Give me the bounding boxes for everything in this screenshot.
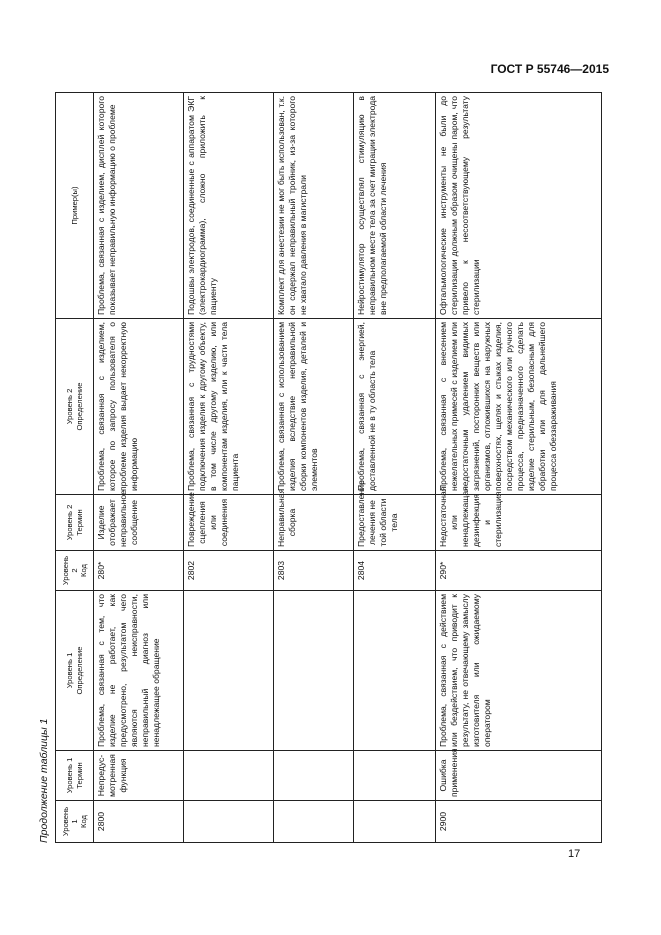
level1-definition-cell: Проблема, связанная с действием или бездействием, что приводит к результату, не отвечающему замыслу изготовителя или ожидаемому оператором (436, 591, 602, 751)
rotated-table-area (38, 83, 586, 843)
examples-cell: Комплект для анестезии не мог быть использован, т.к. он содержал неправильный тройник, из-за которого не хватало давления в магистрали (274, 93, 354, 319)
table-row (354, 93, 436, 843)
classification-table (55, 92, 602, 843)
header-examples: Пример(ы) (56, 93, 94, 319)
table-header-row (56, 93, 94, 843)
table-continuation-label: Продолжение таблицы 1 (38, 718, 50, 843)
level2-term-cell: Повреждение сцепления или соединения (184, 495, 274, 551)
level2-term-cell: Предоставление лечения не той области тела (354, 495, 436, 551)
header-level1-definition: Уровень 1 Определение (56, 591, 94, 751)
empty-cell (184, 591, 274, 751)
level2-definition-cell: Проблема, связанная с трудностями подключения изделия к другому объекту, в том числе другому изделию, или компонентам изделия, или к части тела пациента (184, 319, 274, 495)
examples-cell: Подошвы электродов, соединенные с аппаратом ЭКГ (электрокардиограмма), сложно приложить к пациенту (184, 93, 274, 319)
level2-definition-cell: Проблема, связанная с энергией, доставленной не в ту область тела (354, 319, 436, 495)
empty-cell (354, 751, 436, 801)
level1-code-cell: 2900 (436, 801, 602, 843)
level2-code-cell: 2803 (274, 551, 354, 591)
empty-cell (274, 801, 354, 843)
empty-cell (274, 751, 354, 801)
level1-definition-cell: Проблема, связанная с тем, что изделие не работает, как предусмотрено, результатом чего являются неисправности, неправильный диагноз или ненадлежащее обращение (94, 591, 184, 751)
table-row (436, 93, 602, 843)
level2-term-cell: Неправильная сборка (274, 495, 354, 551)
level2-code-cell: 2802 (184, 551, 274, 591)
empty-cell (184, 801, 274, 843)
empty-cell (354, 591, 436, 751)
level1-code-cell: 2800 (94, 801, 184, 843)
empty-cell (274, 591, 354, 751)
header-level2-term: Уровень 2 Термин (56, 495, 94, 551)
table-row (94, 93, 184, 843)
level2-term-cell: Недостаточная или ненадлежащая дезинфекция и стерилизация (436, 495, 602, 551)
standard-number: ГОСТ Р 55746—2015 (490, 62, 609, 76)
level2-term-cell: Изделие отображает неправильное сообщение (94, 495, 184, 551)
empty-cell (354, 801, 436, 843)
level1-term-cell: Ошибка применения (436, 751, 602, 801)
level1-term-cell: Непредус-мотренная функция (94, 751, 184, 801)
header-level1-code: Уровень 1 Код (56, 801, 94, 843)
header-level2-code: Уровень 2 Код (56, 551, 94, 591)
table-row (274, 93, 354, 843)
header-level2-definition: Уровень 2 Определение (56, 319, 94, 495)
empty-cell (184, 751, 274, 801)
level2-definition-cell: Проблема, связанная с использованием изделия вследствие неправильной сборки компонентов изделия, деталей и элементов (274, 319, 354, 495)
page-number: 17 (568, 848, 581, 860)
level2-code-cell: 280* (94, 551, 184, 591)
table-row (184, 93, 274, 843)
level2-code-cell: 290* (436, 551, 602, 591)
level2-definition-cell: Проблема, связанная с изделием, которое по запросу пользователя о проблеме изделия выдает некорректную информацию (94, 319, 184, 495)
examples-cell: Офтальмологические инструменты не были до стерилизации должным образом очищены паром, что привело к несоответствующему результату стерилизации (436, 93, 602, 319)
header-level1-term: Уровень 1 Термин (56, 751, 94, 801)
examples-cell: Нейростимулятор осуществлял стимуляцию в неправильном месте тела за счет миграции электрода вне предполагаемой области лечения (354, 93, 436, 319)
level2-code-cell: 2804 (354, 551, 436, 591)
examples-cell: Проблема, связанная с изделием, дисплей которого показывает неправильную информацию о проблеме (94, 93, 184, 319)
level2-definition-cell: Проблема, связанная с внесением нежелательных примесей с изделием или недостаточным удалением видимых загрязнений, посторонних веществ или организмов, отложившихся на наружных поверхностях, щелях и стыках изделия, посредством механического или ручного процесса, предназначенного сделать изделие стерильным, безопасным для обработки или для дальнейшего процесса обеззараживания (436, 319, 602, 495)
